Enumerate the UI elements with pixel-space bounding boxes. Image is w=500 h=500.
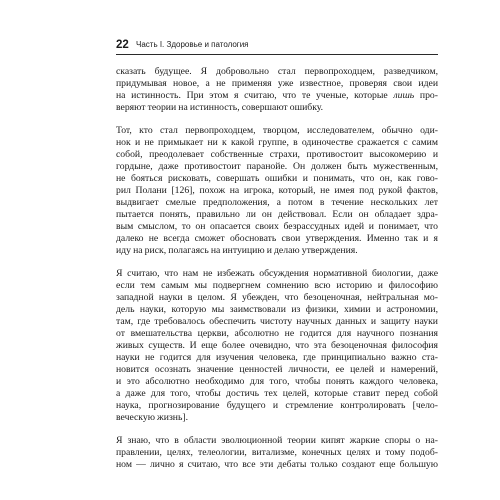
text-line: науки не годится для изучения человека, где принципиально важно ста- xyxy=(116,352,438,363)
text-line: веческую жизнь]. xyxy=(116,412,189,423)
running-header xyxy=(116,38,438,52)
body-text xyxy=(116,66,438,471)
text-line: не бояться рисковать, совершать ошибки и понимать, что он, как гово- xyxy=(116,173,438,184)
text-line: наука, прогнозирование будущего и стремление контролировать [чело- xyxy=(116,400,438,411)
paragraph xyxy=(116,435,438,471)
text-line: Тот, кто стал первопроходцем, творцом, исследователем, обычно оди- xyxy=(116,125,438,136)
text-line: гордыне, даже противостоит паранойе. Он должен быть мужественным, xyxy=(116,161,438,172)
page-number: 22 xyxy=(116,39,129,51)
text-line: сказать будущее. Я добровольно стал первопроходцем, разведчиком, xyxy=(116,66,438,77)
text-line-start: на истинность. При этом я считаю, что те ученые, которые xyxy=(116,90,388,101)
paragraph xyxy=(116,268,438,424)
emphasis: лишь xyxy=(393,90,415,101)
text-line: нок и не примыкает ни к какой группе, в одиночестве сражается с самим xyxy=(116,137,438,148)
paragraph xyxy=(116,66,438,114)
text-line: вым смыслом, то он опасается своих безрассудных идей и понимает, что xyxy=(116,221,438,232)
text-line: придумывая новое, а не применяя уже известное, проверяя свои идеи xyxy=(116,78,438,89)
text-line xyxy=(116,90,438,102)
text-line: выдвигает смелые предположения, а потом в течение нескольких лет xyxy=(116,197,438,208)
text-line: там, где требовалось обеспечить чистоту научных данных и защиту науки xyxy=(116,316,438,327)
text-line: живых существ. И еще более очевидно, что эта безоценочная философия xyxy=(116,340,438,351)
text-line: и это абсолютно необходимо для того, чтобы понять каждого человека, xyxy=(116,376,438,387)
text-line: иду на риск, полагаясь на интуицию и делаю утверждения. xyxy=(116,245,358,256)
text-line: правлении, целях, телеологии, витализме, конечных целях и тому подоб- xyxy=(116,447,438,458)
text-line: веряют теории на истинность, совершают ошибку. xyxy=(116,102,324,113)
text-line: а даже для того, чтобы достичь тех целей, которые ставит перед собой xyxy=(116,388,438,399)
text-line: собой, преодолевает собственные страхи, противостоит высокомерию и xyxy=(116,149,438,160)
text-line: Я считаю, что нам не избежать обсуждения нормативной биологии, даже xyxy=(116,268,438,279)
text-line: Я знаю, что в области эволюционной теории кипят жаркие споры о на- xyxy=(116,435,438,446)
part-title: Часть I. Здоровье и патология xyxy=(136,40,249,49)
text-line: если тем самым мы подвергнем сомнению всю историю и философию xyxy=(116,280,438,291)
text-line: ном — лично я считаю, что все эти дебаты только создают еще большую xyxy=(116,459,438,470)
paragraph xyxy=(116,125,438,257)
text-line: рил Полани [126], похож на игрока, который, не имея под рукой фактов, xyxy=(116,185,438,196)
text-line: дель науки, которую мы заимствовали из физики, химии и астрономии, xyxy=(116,304,438,315)
text-line: пытается понять, правильно ли он действовал. Если он обладает здра- xyxy=(116,209,438,220)
text-line-end: про- xyxy=(414,90,438,101)
header-rule xyxy=(116,54,438,55)
text-line: от вмешательства церкви, абсолютно не годится для научного познания xyxy=(116,328,438,339)
text-line: далеко не всегда сможет обосновать свои утверждения. Именно так и я xyxy=(116,233,438,244)
text-line: новится осознать значение ценностей личности, ее целей и намерений, xyxy=(116,364,438,375)
text-line: западной науки в целом. Я убежден, что безоценочная, нейтральная мо- xyxy=(116,292,438,303)
